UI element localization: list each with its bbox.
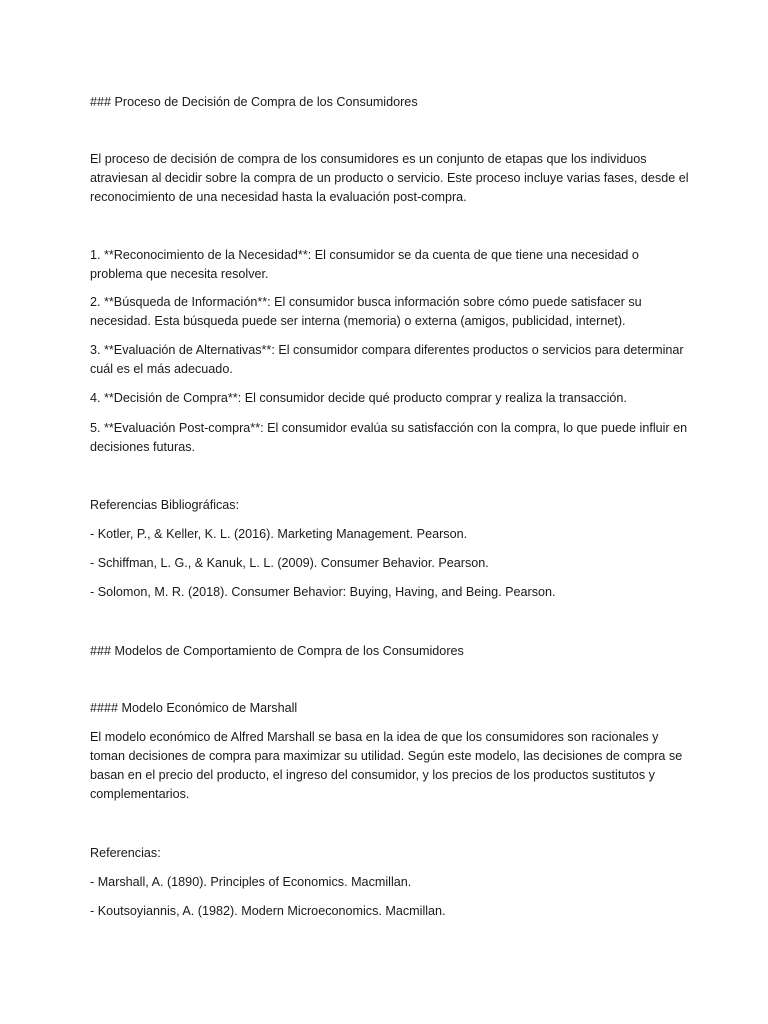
- step-5: 5. **Evaluación Post-compra**: El consumidor evalúa su satisfacción con la compra, lo que puede influir en decisiones futuras.: [90, 421, 688, 454]
- reference-item: - Marshall, A. (1890). Principles of Economics. Macmillan.: [90, 875, 412, 889]
- marshall-paragraph: El modelo económico de Alfred Marshall se basa en la idea de que los consumidores son racionales y toman decisiones de compra para maximizar su utilidad. Según este modelo, las decisiones de compra se basan en el precio del producto, el ingreso del consumidor, y los precios de los productos sustitutos y complementarios.: [90, 730, 683, 801]
- step-4: 4. **Decisión de Compra**: El consumidor decide qué producto comprar y realiza la transacción.: [90, 391, 627, 405]
- reference-item: - Kotler, P., & Keller, K. L. (2016). Marketing Management. Pearson.: [90, 527, 468, 541]
- references-heading: Referencias Bibliográficas:: [90, 498, 240, 512]
- section-heading-proceso: ### Proceso de Decisión de Compra de los Consumidores: [90, 95, 418, 109]
- intro-paragraph: El proceso de decisión de compra de los consumidores es un conjunto de etapas que los individuos atraviesan al decidir sobre la compra de un producto o servicio. Este proceso incluye varias fases, desde el reconocimiento de una necesidad hasta la evaluación post-compra.: [90, 152, 689, 204]
- step-2: 2. **Búsqueda de Información**: El consumidor busca información sobre cómo puede satisfacer su necesidad. Esta búsqueda puede ser interna (memoria) o externa (amigos, publicidad, internet).: [90, 295, 642, 328]
- section-heading-modelos: ### Modelos de Comportamiento de Compra de los Consumidores: [90, 644, 464, 658]
- reference-item: - Schiffman, L. G., & Kanuk, L. L. (2009). Consumer Behavior. Pearson.: [90, 556, 489, 570]
- step-1: 1. **Reconocimiento de la Necesidad**: El consumidor se da cuenta de que tiene una necesidad o problema que necesita resolver.: [90, 248, 639, 281]
- references-heading-2: Referencias:: [90, 846, 161, 860]
- step-3: 3. **Evaluación de Alternativas**: El consumidor compara diferentes productos o servicios para determinar cuál es el más adecuado.: [90, 343, 684, 376]
- subsection-heading-marshall: #### Modelo Económico de Marshall: [90, 701, 298, 715]
- reference-item: - Solomon, M. R. (2018). Consumer Behavior: Buying, Having, and Being. Pearson.: [90, 585, 556, 599]
- reference-item: - Koutsoyiannis, A. (1982). Modern Microeconomics. Macmillan.: [90, 904, 446, 918]
